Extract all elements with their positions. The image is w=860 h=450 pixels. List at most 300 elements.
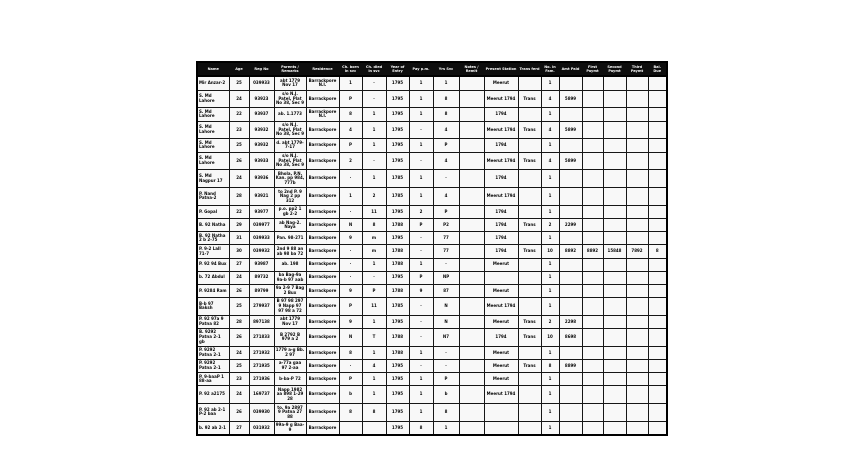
table-cell: 26 <box>229 152 249 170</box>
table-cell: 25 <box>229 139 249 152</box>
table-cell <box>582 258 603 271</box>
table-cell: b. 92 ab 2-1 <box>197 421 229 435</box>
table-cell <box>648 188 667 206</box>
table-cell <box>626 328 648 346</box>
table-cell <box>603 421 626 435</box>
table-cell <box>626 386 648 404</box>
table-cell: 15848 <box>603 245 626 258</box>
table-cell: · <box>409 328 433 346</box>
table-cell <box>603 359 626 372</box>
table-cell: 2 <box>362 188 386 206</box>
table-cell <box>648 359 667 372</box>
table-cell: 8 <box>339 108 362 121</box>
table-cell: Barrackpore <box>306 297 339 315</box>
table-cell: 4 <box>541 152 559 170</box>
table-cell <box>459 297 484 315</box>
table-cell: 24 <box>229 346 249 359</box>
table-cell: Barrackpore <box>306 121 339 139</box>
column-header-name: Name <box>197 62 229 76</box>
table-cell: · <box>362 152 386 170</box>
table-cell: 24 <box>229 386 249 404</box>
table-cell: 1 <box>362 315 386 328</box>
table-cell <box>582 315 603 328</box>
table-cell: 1 <box>409 404 433 422</box>
table-cell: 4 <box>433 152 459 170</box>
table-cell: 1 <box>362 121 386 139</box>
table-cell: 1 <box>362 346 386 359</box>
table-cell: Meerut 1794 <box>484 297 518 315</box>
table-cell <box>459 188 484 206</box>
table-cell: Meerut <box>484 315 518 328</box>
table-cell: p.o. pp2 1 gb 2-2 <box>274 205 306 218</box>
table-cell: Meerut <box>484 359 518 372</box>
table-cell: P. 92 97a 9 Patna 82 <box>197 315 229 328</box>
table-cell <box>626 271 648 284</box>
table-cell <box>626 90 648 108</box>
table-cell: ba Bag-9a 9a-b 97 aab <box>274 271 306 284</box>
table-row <box>197 90 667 108</box>
table-cell <box>459 76 484 90</box>
table-cell <box>626 188 648 206</box>
table-cell: 4 <box>339 121 362 139</box>
table-cell: 9 <box>339 232 362 245</box>
table-cell: 77 <box>433 232 459 245</box>
table-cell: 2 <box>409 205 433 218</box>
table-cell: a-77a gaa 97 2-aa <box>274 359 306 372</box>
table-cell: 1794 <box>484 328 518 346</box>
table-cell: 22 <box>229 205 249 218</box>
table-cell <box>518 421 541 435</box>
table-cell: Barrackpore <box>306 373 339 386</box>
table-cell <box>626 284 648 297</box>
table-cell: 2299 <box>559 219 582 232</box>
table-cell: 1 <box>541 346 559 359</box>
table-cell: P <box>409 219 433 232</box>
table-cell <box>518 386 541 404</box>
table-cell: 25 <box>229 359 249 372</box>
table-cell: P <box>433 205 459 218</box>
table-cell: 99a-9 g Baa-9 <box>274 421 306 435</box>
table-cell: 1 <box>541 139 559 152</box>
table-cell: 1795 <box>386 139 409 152</box>
table-cell: 1 <box>409 258 433 271</box>
column-header-residence: Residence <box>306 62 339 76</box>
table-cell <box>559 346 582 359</box>
table-cell <box>603 170 626 188</box>
table-cell: 1795 <box>386 205 409 218</box>
table-cell: 23 <box>229 373 249 386</box>
table-cell <box>459 219 484 232</box>
table-cell: 1 <box>541 258 559 271</box>
table-cell: Pan. 98-271 <box>274 232 306 245</box>
table-cell: Meerut 1794 <box>484 121 518 139</box>
table-cell: Meerut 1794 <box>484 152 518 170</box>
table-cell: 5899 <box>559 152 582 170</box>
table-cell <box>459 121 484 139</box>
table-cell: 31 <box>229 232 249 245</box>
table-body <box>197 76 667 435</box>
table-cell: Barrackpore N.I. <box>306 108 339 121</box>
table-cell: 1788 <box>386 284 409 297</box>
table-cell: 93921 <box>249 188 274 206</box>
table-cell: 039977 <box>249 219 274 232</box>
table-cell: · <box>362 90 386 108</box>
table-cell <box>459 271 484 284</box>
table-cell: s/o N.J. Patel, Plat No 38, Sec 9 <box>274 121 306 139</box>
table-cell <box>559 421 582 435</box>
table-cell <box>603 373 626 386</box>
table-cell: Barrackpore <box>306 284 339 297</box>
table-cell <box>518 258 541 271</box>
table-cell <box>648 170 667 188</box>
table-cell: 28 <box>229 315 249 328</box>
table-cell: P. 9292 Patna 2-1 <box>197 359 229 372</box>
table-cell: 89732 <box>249 271 274 284</box>
table-cell: S. Md Lahore <box>197 90 229 108</box>
table-cell <box>518 232 541 245</box>
table-cell <box>459 152 484 170</box>
table-cell: S. Md Nagpur 17 <box>197 170 229 188</box>
table-cell <box>559 188 582 206</box>
column-header-children-born: Ch. born in svc <box>339 62 362 76</box>
table-cell: 039933 <box>249 76 274 90</box>
table-cell: 271935 <box>249 359 274 372</box>
table-cell <box>459 245 484 258</box>
table-cell <box>559 386 582 404</box>
table-row <box>197 258 667 271</box>
table-cell <box>459 373 484 386</box>
table-cell: · <box>433 346 459 359</box>
table-cell: N <box>433 297 459 315</box>
table-cell: to. 9a 2897 9 Patna 27 88 <box>274 404 306 422</box>
table-cell: 1795 <box>386 386 409 404</box>
table-row <box>197 297 667 315</box>
table-cell <box>603 219 626 232</box>
table-cell: 8 <box>541 359 559 372</box>
table-cell: Meerut 1794 <box>484 90 518 108</box>
table-cell: ab Nag-2. Naya <box>274 219 306 232</box>
table-cell <box>518 284 541 297</box>
table-cell: Barrackpore <box>306 359 339 372</box>
table-row <box>197 421 667 435</box>
table-cell: 1 <box>541 297 559 315</box>
table-cell: ab. 198 <box>274 258 306 271</box>
table-cell <box>459 170 484 188</box>
table-cell: 26 <box>229 284 249 297</box>
table-cell: 1 <box>409 108 433 121</box>
table-cell: 8 <box>433 108 459 121</box>
table-cell <box>626 315 648 328</box>
table-cell: Barrackpore <box>306 139 339 152</box>
table-cell <box>559 76 582 90</box>
table-cell: 039930 <box>249 404 274 422</box>
table-cell <box>603 232 626 245</box>
table-cell <box>582 346 603 359</box>
table-cell: P. 92 ab 2-1 P-2 baa <box>197 404 229 422</box>
table-cell: 8 <box>339 404 362 422</box>
table-row <box>197 232 667 245</box>
table-cell: 2nd 9 88 an ab 98 ba 72 <box>274 245 306 258</box>
table-cell <box>459 346 484 359</box>
table-cell: 1 <box>541 373 559 386</box>
table-cell: · <box>339 258 362 271</box>
table-cell: · <box>409 152 433 170</box>
table-cell <box>582 421 603 435</box>
table-cell <box>518 205 541 218</box>
table-cell: Mir Anzar-2 <box>197 76 229 90</box>
table-cell: 1795 <box>386 373 409 386</box>
table-cell: m <box>362 245 386 258</box>
table-cell <box>459 421 484 435</box>
table-cell: · <box>409 232 433 245</box>
table-cell <box>626 205 648 218</box>
table-cell: 27 <box>229 258 249 271</box>
table-cell: S. Md Lahore <box>197 139 229 152</box>
table-cell <box>582 284 603 297</box>
table-cell <box>626 152 648 170</box>
table-cell <box>603 297 626 315</box>
table-cell: · <box>409 315 433 328</box>
table-cell: P. 92 94 Bux <box>197 258 229 271</box>
header-row <box>197 62 667 76</box>
table-cell: P. 92 a2175 <box>197 386 229 404</box>
table-cell: 11 <box>362 205 386 218</box>
table-cell: 1 <box>541 404 559 422</box>
table-cell <box>484 421 518 435</box>
table-cell: 24 <box>229 90 249 108</box>
table-cell: Trans <box>518 219 541 232</box>
table-cell: 1 <box>541 108 559 121</box>
table-cell <box>626 121 648 139</box>
table-cell: 039932 <box>249 245 274 258</box>
table-cell: P. 9284 Ram <box>197 284 229 297</box>
table-cell: 1788 <box>386 346 409 359</box>
table-cell: Barrackpore <box>306 421 339 435</box>
table-cell <box>603 188 626 206</box>
table-cell <box>648 297 667 315</box>
table-cell: 4 <box>541 121 559 139</box>
table-row <box>197 245 667 258</box>
table-cell: b. 72 Abdul <box>197 271 229 284</box>
table-cell: 8 <box>433 404 459 422</box>
table-row <box>197 346 667 359</box>
table-cell <box>603 139 626 152</box>
table-cell: P. 9292 Patna 2-1 <box>197 346 229 359</box>
table-row <box>197 205 667 218</box>
table-cell <box>648 346 667 359</box>
table-cell: Meerut <box>484 76 518 90</box>
table-cell <box>559 404 582 422</box>
table-cell: b <box>433 386 459 404</box>
table-cell: 8698 <box>559 328 582 346</box>
table-cell: d. abt 1779-7-17 <box>274 139 306 152</box>
table-cell: P <box>339 297 362 315</box>
table-cell <box>518 188 541 206</box>
table-cell: 1794 <box>484 205 518 218</box>
table-cell: s/o N.J. Patel, Plat No 38, Sec 9 <box>274 152 306 170</box>
table-cell <box>459 284 484 297</box>
table-cell: 1 <box>541 232 559 245</box>
table-cell <box>559 139 582 152</box>
table-cell: Barrackpore <box>306 219 339 232</box>
table-row <box>197 271 667 284</box>
table-cell: N <box>339 328 362 346</box>
table-cell <box>518 404 541 422</box>
table-row <box>197 152 667 170</box>
table-cell <box>559 232 582 245</box>
table-cell: 1794 <box>484 245 518 258</box>
table-cell: 4 <box>541 90 559 108</box>
table-cell: 1 <box>339 76 362 90</box>
table-cell: P <box>339 373 362 386</box>
table-cell: 271833 <box>249 328 274 346</box>
table-cell: Meerut <box>484 258 518 271</box>
table-cell: 1 <box>409 76 433 90</box>
table-cell: S. Md Lahore <box>197 121 229 139</box>
table-cell <box>582 219 603 232</box>
table-row <box>197 121 667 139</box>
table-cell: 1 <box>541 421 559 435</box>
table-cell <box>362 421 386 435</box>
table-cell <box>648 108 667 121</box>
table-cell <box>626 346 648 359</box>
table-cell: P. Gopal <box>197 205 229 218</box>
table-cell: 1794 <box>484 170 518 188</box>
table-cell: 25 <box>229 76 249 90</box>
table-cell: 279937 <box>249 297 274 315</box>
table-cell <box>648 232 667 245</box>
table-cell <box>648 328 667 346</box>
table-cell: Barrackpore <box>306 258 339 271</box>
table-cell <box>603 315 626 328</box>
table-cell: 9 <box>409 284 433 297</box>
table-cell <box>648 404 667 422</box>
table-cell: 1794 <box>484 108 518 121</box>
table-cell: 1795 <box>386 121 409 139</box>
table-cell: Barrackpore <box>306 152 339 170</box>
table-cell: Barrackpore <box>306 90 339 108</box>
table-cell: · <box>339 205 362 218</box>
table-cell <box>603 205 626 218</box>
table-cell: Napp 1982 aa 898 1-29 28 <box>274 386 306 404</box>
table-cell: Barrackpore <box>306 404 339 422</box>
table-cell: · <box>409 121 433 139</box>
table-cell: 1795 <box>386 152 409 170</box>
column-header-transferred: Trans ferd <box>518 62 541 76</box>
table-cell: 1 <box>409 386 433 404</box>
table-cell: 1795 <box>386 76 409 90</box>
table-cell <box>459 205 484 218</box>
table-cell: 1795 <box>386 271 409 284</box>
table-row <box>197 219 667 232</box>
table-cell: 9a 2-9 7 Bag 2 Bux <box>274 284 306 297</box>
table-cell: 1 <box>541 386 559 404</box>
table-cell: 11 <box>362 297 386 315</box>
column-header-pay: Pay p.m. <box>409 62 433 76</box>
table-cell: 1 <box>541 170 559 188</box>
table-cell <box>518 271 541 284</box>
table-cell <box>559 258 582 271</box>
table-cell: 1785 <box>386 170 409 188</box>
table-cell <box>582 121 603 139</box>
column-header-instalment-3: Third Paymt <box>626 62 648 76</box>
table-cell: 8 <box>433 90 459 108</box>
table-cell <box>582 108 603 121</box>
table-cell: 1 <box>409 170 433 188</box>
table-cell: 93937 <box>249 108 274 121</box>
column-header-instalment-2: Second Paymt <box>603 62 626 76</box>
table-cell <box>459 258 484 271</box>
table-cell: · <box>409 297 433 315</box>
table-cell: · <box>409 245 433 258</box>
table-cell: Barrackpore <box>306 205 339 218</box>
table-cell: B. 92 Natha <box>197 219 229 232</box>
table-cell: Trans <box>518 328 541 346</box>
table-cell <box>648 76 667 90</box>
table-cell: 30 <box>229 245 249 258</box>
table-cell: Barrackpore <box>306 188 339 206</box>
table-cell <box>484 271 518 284</box>
table-cell: · <box>339 245 362 258</box>
table-cell <box>582 76 603 90</box>
table-cell: 8899 <box>559 359 582 372</box>
column-header-entry-year: Year of Entry <box>386 62 409 76</box>
table-cell: 1795 <box>386 108 409 121</box>
table-cell: 93932 <box>249 139 274 152</box>
table-cell <box>559 271 582 284</box>
table-cell <box>626 359 648 372</box>
table-cell <box>626 297 648 315</box>
table-cell <box>582 359 603 372</box>
table-cell <box>582 328 603 346</box>
table-cell: 1 <box>409 346 433 359</box>
table-cell <box>582 90 603 108</box>
table-cell: B 97 98 297 9 Napp 97 97 98 a 72 <box>274 297 306 315</box>
table-cell <box>626 258 648 271</box>
table-cell: P2 <box>433 219 459 232</box>
table-cell: 22 <box>229 108 249 121</box>
table-cell <box>603 152 626 170</box>
table-cell <box>603 258 626 271</box>
table-row <box>197 108 667 121</box>
table-row <box>197 386 667 404</box>
table-cell: Barrackpore <box>306 232 339 245</box>
table-cell: 1 <box>339 188 362 206</box>
table-cell <box>559 297 582 315</box>
table-cell: 897138 <box>249 315 274 328</box>
table-cell: 1 <box>362 373 386 386</box>
table-cell <box>582 297 603 315</box>
data-table <box>196 61 668 436</box>
table-cell <box>626 139 648 152</box>
table-cell: 169737 <box>249 386 274 404</box>
table-header <box>197 62 667 76</box>
table-cell: P <box>433 373 459 386</box>
table-row <box>197 188 667 206</box>
table-cell <box>459 232 484 245</box>
table-cell <box>648 315 667 328</box>
table-row <box>197 315 667 328</box>
table-cell <box>582 170 603 188</box>
table-cell <box>648 258 667 271</box>
table-cell <box>648 139 667 152</box>
table-cell: 1 <box>362 108 386 121</box>
table-cell: 93923 <box>249 90 274 108</box>
table-cell: 9 <box>339 284 362 297</box>
table-cell <box>518 373 541 386</box>
table-cell <box>648 421 667 435</box>
table-cell <box>648 152 667 170</box>
